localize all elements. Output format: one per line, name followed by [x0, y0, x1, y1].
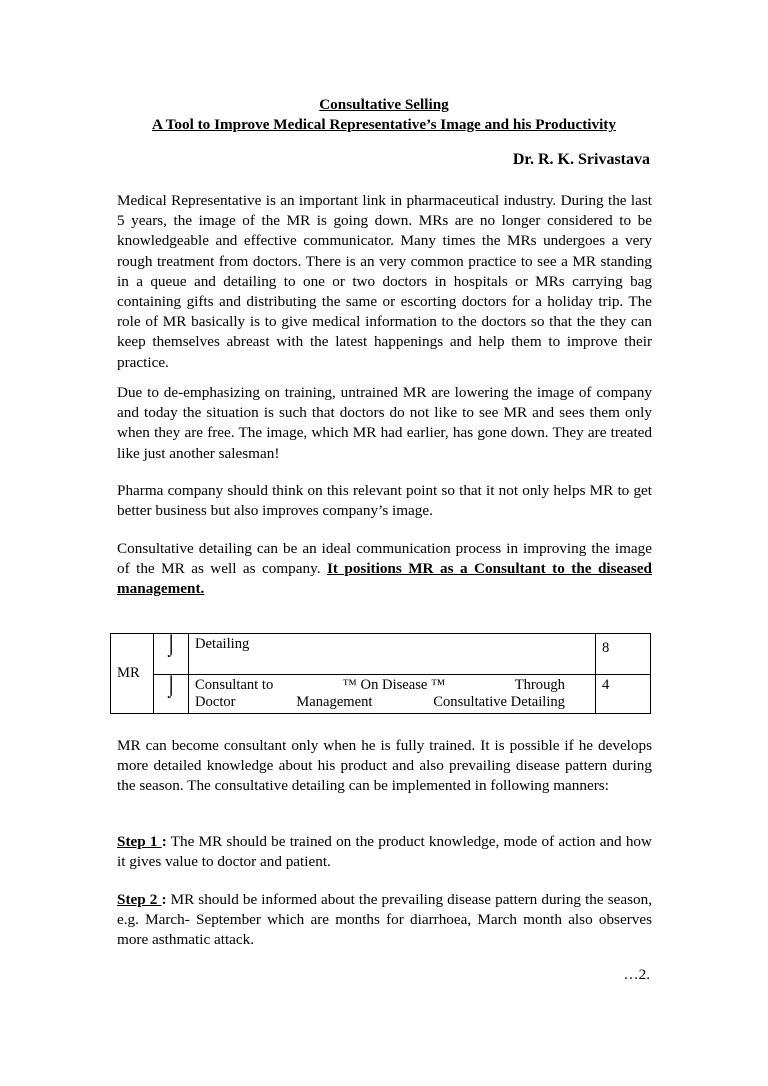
bracket-icon: ⌡	[154, 634, 189, 675]
detailing-table	[110, 633, 651, 714]
consultative-emphasis: It positions MR as a Consultant to the diseased management.	[117, 560, 652, 598]
doc-subtitle: A Tool to Improve Medical Representative’s Image and his Productivity	[152, 116, 616, 133]
step-1	[117, 832, 652, 872]
consultative-detailing: Consultative Detailing	[433, 694, 565, 710]
paragraph-fully-trained: MR can become consultant only when he is fully trained. It is possible if he develops more detailed knowledge about his product and also prevailing disease pattern during the season. The consultative detailing can be implemented in following manners:	[117, 737, 652, 795]
step-1-colon: :	[161, 833, 167, 850]
paragraph-consultative	[117, 539, 652, 600]
bracket-icon: ⌡	[154, 675, 189, 714]
on-disease: ™ On Disease ™	[342, 677, 446, 693]
through: Through	[514, 677, 565, 693]
paragraph-intro: Medical Representative is an important link in pharmaceutical industry. During the last 5 years, the image of the MR is going down. MRs are no longer considered to be knowledgeable and effective communicator. Many times the MRs undergoes a very rough treatment from doctors. There is an very common practice to see a MR standing in a queue and detailing to one or two doctors in hospitals or MRs carrying bag containing gifts and distributing the same or escorting doctors for a holiday trip. The role of MR basically is to give medical information to the doctors so that the they can keep themselves abreast with the latest happenings and help them to improve their practice.	[117, 192, 652, 371]
step-2	[117, 890, 652, 951]
consultant-cell	[189, 675, 596, 714]
consultant-score: 4	[596, 675, 651, 714]
step-2-text: MR should be informed about the prevailing disease pattern during the season, e.g. March- September which are months for diarrhoea, March month also observes more asthmatic attack.	[117, 891, 652, 949]
step-1-text: The MR should be trained on the product knowledge, mode of action and how it gives value to doctor and patient.	[117, 833, 652, 871]
doc-title: Consultative Selling	[319, 96, 449, 113]
step-2-colon: :	[161, 891, 167, 908]
consultant-to: Consultant to	[195, 677, 274, 693]
doctor: Doctor	[195, 694, 236, 710]
mr-cell: MR	[111, 634, 154, 714]
consultative-text: Consultative detailing can be an ideal communication process in improving the image of the MR as well as company.	[117, 540, 652, 578]
detailing-score: 8	[596, 634, 651, 675]
doc-author: Dr. R. K. Srivastava	[512, 151, 650, 168]
page-marker: …2.	[623, 966, 650, 983]
step-2-label: Step 2	[117, 891, 162, 908]
table-row	[111, 634, 651, 675]
step-1-label: Step 1	[117, 833, 162, 850]
detailing-cell: Detailing	[189, 634, 596, 675]
table-row	[111, 675, 651, 714]
management: Management	[296, 694, 373, 710]
consultant-line-2	[195, 694, 565, 711]
paragraph-pharma: Pharma company should think on this relevant point so that it not only helps MR to get better business but also improves company’s image.	[117, 482, 652, 520]
paragraph-training: Due to de-emphasizing on training, untrained MR are lowering the image of company and today the situation is such that doctors do not like to see MR and sees them only when they are free. The image, which MR had earlier, has gone down. They are treated like just another salesman!	[117, 384, 652, 462]
consultant-line-1	[195, 677, 565, 694]
